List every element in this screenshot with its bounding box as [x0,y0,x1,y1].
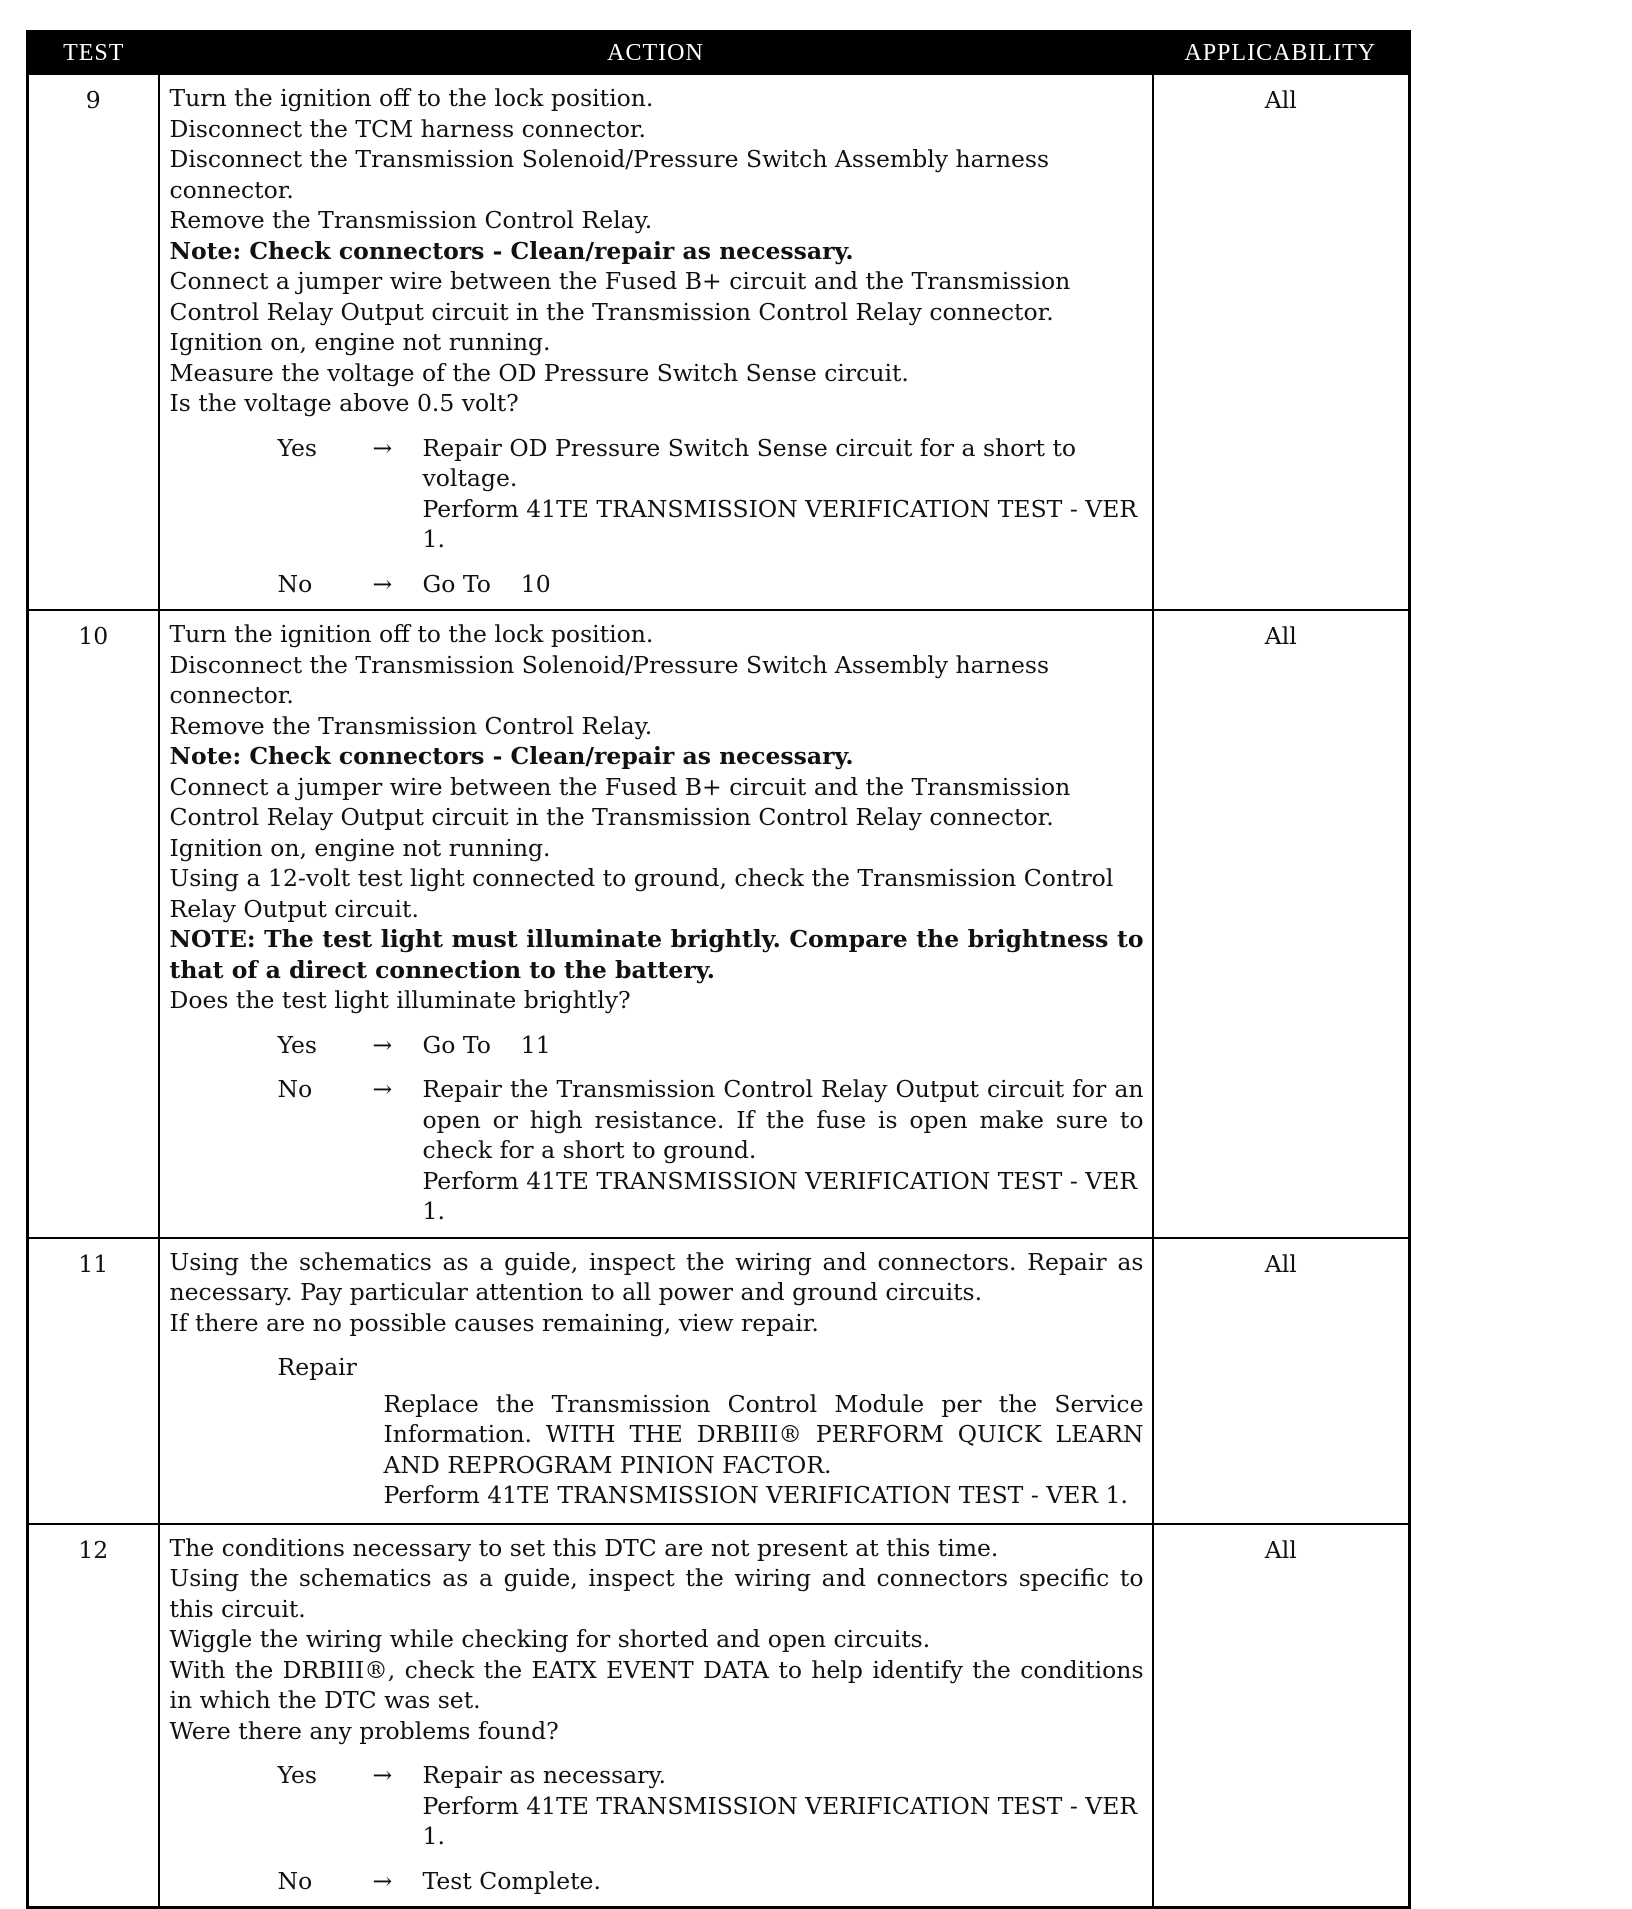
action-line: Turn the ignition off to the lock position. [169,620,654,648]
test-number: 9 [28,74,159,610]
action-line: Remove the Transmission Control Relay. [169,206,653,234]
action-line: Wiggle the wiring while checking for shorted and open circuits. [169,1625,931,1653]
no-label: No [277,1866,313,1895]
action-line: The conditions necessary to set this DTC are not present at this time. [169,1533,999,1562]
no-label: No [277,569,313,598]
applicability-value: All [1153,1524,1410,1908]
header-test: TEST [28,32,159,75]
table-header-row [28,32,1410,75]
yes-outcome [170,1760,1144,1852]
yes-result [423,433,1144,555]
action-line: Turn the ignition off to the lock position. [169,84,654,112]
action-cell [159,1524,1153,1908]
action-line: If there are no possible causes remaining, view repair. [169,1308,819,1337]
result-line: Perform 41TE TRANSMISSION VERIFICATION TEST - VER 1. [422,1166,1138,1225]
action-line: Measure the voltage of the OD Pressure Switch Sense circuit. [169,358,909,387]
repair-result [170,1389,1144,1511]
arrow-icon: → [372,1866,393,1895]
action-cell [159,1238,1153,1524]
result-line: Repair OD Pressure Switch Sense circuit for a short to voltage. [422,433,1077,492]
action-line: Disconnect the TCM harness connector. [169,114,646,143]
question-line: Is the voltage above 0.5 volt? [169,389,519,417]
header-action: ACTION [159,32,1153,75]
action-line: Connect a jumper wire between the Fused B+ circuit and the Transmission Control Relay Output circuit in the Transmission Control Relay connector. [169,772,1071,831]
arrow-icon: → [372,569,393,598]
action-line: Disconnect the Transmission Solenoid/Pressure Switch Assembly harness connector. [169,650,1050,709]
no-label: No [277,1075,313,1103]
action-cell [159,610,1153,1238]
no-result: Go To 10 [422,569,551,598]
action-line: Using the schematics as a guide, inspect the wiring and connectors. Repair as necessary. Pay particular attention to all power and ground circuits. [169,1247,1144,1306]
arrow-icon: → [372,433,393,462]
yes-label: Yes [277,1761,317,1789]
repair-label: Repair [277,1353,357,1381]
note-line: NOTE: The test light must illuminate brightly. Compare the brightness to that of a direct connection to the battery. [169,925,1144,984]
result-line: Perform 41TE TRANSMISSION VERIFICATION TEST - VER 1. [383,1481,1128,1509]
action-line: Ignition on, engine not running. [169,328,551,356]
action-line: Ignition on, engine not running. [169,833,551,862]
diagnostic-test-document [26,30,1411,1909]
result-line: Replace the Transmission Control Module per the Service Information. WITH THE DRBIII® PERFORM QUICK LEARN AND REPROGRAM PINION FACTOR. [383,1389,1144,1479]
arrow-icon: → [372,1761,393,1789]
yes-result: Go To 11 [422,1030,551,1059]
action-line: With the DRBIII®, check the EATX EVENT DATA to help identify the conditions in which the DTC was set. [169,1655,1144,1714]
applicability-value: All [1153,1238,1410,1524]
action-line: Using a 12-volt test light connected to ground, check the Transmission Control Relay Output circuit. [169,864,1114,923]
yes-label: Yes [277,433,317,462]
result-line: Perform 41TE TRANSMISSION VERIFICATION TEST - VER 1. [422,1791,1138,1850]
action-cell [159,74,1153,610]
test-number: 11 [28,1238,159,1524]
no-outcome [170,1074,1144,1227]
diagnostic-table [26,30,1411,1909]
question-line: Were there any problems found? [169,1716,559,1745]
no-outcome [170,569,1144,600]
no-result [423,1074,1144,1227]
no-result: Test Complete. [422,1866,601,1895]
table-row [28,610,1410,1238]
header-applicability: APPLICABILITY [1153,32,1410,75]
test-number: 10 [28,610,159,1238]
yes-result [423,1760,1144,1852]
yes-outcome [170,1030,1144,1061]
arrow-icon: → [372,1030,393,1059]
action-line: Connect a jumper wire between the Fused B+ circuit and the Transmission Control Relay Output circuit in the Transmission Control Relay connector. [169,267,1071,326]
question-line: Does the test light illuminate brightly? [169,986,631,1014]
action-line: Using the schematics as a guide, inspect the wiring and connectors specific to this circuit. [169,1564,1144,1623]
yes-outcome [170,433,1144,555]
note-line: Note: Check connectors - Clean/repair as necessary. [169,236,854,265]
action-line: Disconnect the Transmission Solenoid/Pressure Switch Assembly harness connector. [169,145,1050,204]
result-line: Repair the Transmission Control Relay Output circuit for an open or high resistance. If the fuse is open make sure to check for a short to ground. [422,1075,1144,1164]
applicability-value: All [1153,74,1410,610]
arrow-icon: → [372,1075,393,1103]
table-row [28,1238,1410,1524]
applicability-value: All [1153,610,1410,1238]
test-number: 12 [28,1524,159,1908]
yes-label: Yes [277,1030,317,1059]
action-line: Remove the Transmission Control Relay. [169,711,653,740]
table-row [28,74,1410,610]
result-line: Repair as necessary. [422,1761,667,1789]
note-line: Note: Check connectors - Clean/repair as necessary. [169,742,854,770]
table-row [28,1524,1410,1908]
no-outcome [170,1866,1144,1897]
result-line: Perform 41TE TRANSMISSION VERIFICATION TEST - VER 1. [422,494,1138,553]
